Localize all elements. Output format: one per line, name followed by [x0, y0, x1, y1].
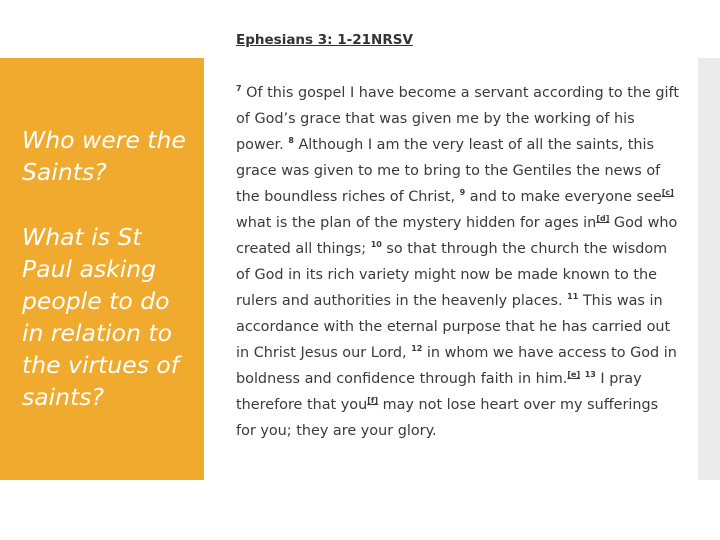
verse-number-10: 10 [370, 240, 382, 250]
verse-10-text: so that through the church the wisdom of God in its rich variety might now be made known to the rulers and authorities in the heavenly places. [236, 241, 668, 309]
question-saints: Who were the Saints? [22, 126, 186, 186]
footnote-link-f[interactable]: [f] [367, 396, 379, 406]
verse-number-9: 9 [459, 188, 466, 198]
verse-7-text: Of this gospel I have become a servant according to the gift of God’s grace that was given me by the working of his power. [236, 85, 680, 153]
verse-number-13: 13 [584, 370, 596, 380]
verse-number-11: 11 [567, 292, 579, 302]
verse-number-12: 12 [411, 344, 423, 354]
footnote-link-d[interactable]: [d] [596, 214, 610, 224]
verse-13-text-a: I pray therefore that you [236, 371, 642, 413]
verse-number-7: 7 [236, 84, 242, 94]
verse-11-text: This was in accordance with the eternal purpose that he has carried out in Christ Jesus our Lord, [236, 293, 671, 361]
verse-number-8: 8 [288, 136, 294, 146]
verse-9-text-c: God who created all things; [236, 215, 678, 257]
verse-13-text-b: may not lose heart over my sufferings for you; they are your glory. [236, 397, 659, 439]
verse-9-text-b: what is the plan of the mystery hidden for ages in [236, 215, 597, 231]
verse-8-text: Although I am the very least of all the saints, this grace was given to me to bring to the Gentiles the news of the boundless riches of Christ, [236, 137, 661, 205]
slide-title: Ephesians 3: 1-21NRSV [236, 32, 413, 48]
footnote-link-c[interactable]: [c] [661, 188, 674, 198]
verse-12-text: in whom we have access to God in boldness and confidence through faith in him. [236, 345, 677, 387]
grey-side-bar [698, 58, 720, 480]
verse-9-text-a: and to make everyone see [465, 189, 662, 205]
footnote-link-e[interactable]: [e] [567, 370, 581, 380]
scripture-passage [236, 80, 682, 444]
question-virtues: What is St Paul asking people to do in relation to the virtues of saints? [22, 223, 180, 411]
